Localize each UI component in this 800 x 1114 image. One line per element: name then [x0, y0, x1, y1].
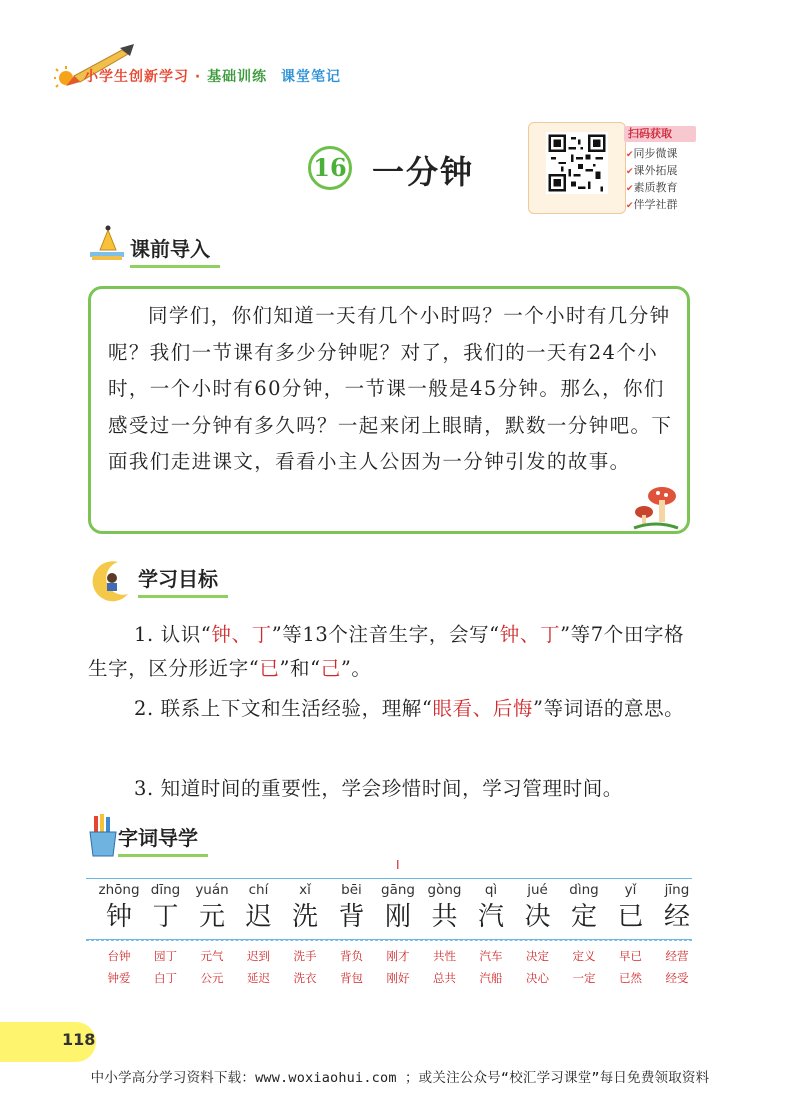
pinyin: yǐ: [624, 882, 637, 898]
pinyin: xǐ: [299, 882, 311, 898]
example-word: 经营: [665, 949, 689, 963]
example-word: 洗衣: [293, 971, 317, 985]
pinyin: zhōng: [98, 882, 140, 898]
example-word: 决定: [526, 949, 549, 963]
example-word: 汽船: [479, 971, 503, 985]
hanzi: 汽: [477, 902, 504, 932]
example-word: 钟爱: [107, 971, 131, 985]
example-word: 刚才: [386, 949, 410, 963]
goal-text: ”等7个田字格生字，区分形近字“: [88, 623, 685, 680]
example-word: 元气: [200, 949, 224, 963]
pinyin: dīng: [150, 882, 181, 898]
example-word: 白丁: [154, 971, 177, 985]
example-word: 刚好: [386, 971, 410, 985]
highlight-chars: 己: [320, 657, 341, 680]
qr-benefit-list: [626, 146, 678, 214]
hanzi: 迟: [245, 902, 272, 932]
pinyin: qì: [484, 882, 498, 898]
hanzi: 决: [524, 902, 551, 932]
example-word: 早已: [619, 949, 642, 963]
hanzi: 丁: [152, 902, 179, 932]
footer-note: 中小学高分学习资料下载：www.woxiaohui.com ；或关注公众号“校汇学习课堂”每日免费领取资料: [90, 1070, 710, 1086]
character-column: [515, 880, 561, 934]
goal-text: ”。: [340, 657, 372, 680]
example-word: 共性: [433, 949, 456, 963]
pinyin: dìng: [569, 882, 599, 898]
character-column: [422, 880, 468, 934]
example-word: 汽车: [479, 949, 503, 963]
pencil-cup-icon: [88, 814, 118, 858]
lesson-title: 一分钟: [372, 153, 475, 191]
hanzi: 元: [198, 902, 225, 932]
table-marker: Ⅰ: [396, 858, 400, 872]
example-word: 定义: [572, 949, 596, 963]
example-word: 背包: [340, 971, 363, 985]
hanzi: 共: [431, 902, 458, 932]
character-column: [329, 880, 375, 934]
example-word: 背负: [340, 949, 363, 963]
series-part1: 小学生创新学习: [84, 69, 189, 85]
highlight-chars: 钟、丁: [499, 623, 561, 646]
pinyin: chí: [248, 882, 269, 898]
hanzi: 已: [617, 902, 644, 932]
character-column: [236, 880, 282, 934]
goals-heading: 学习目标: [138, 563, 228, 598]
character-column: [654, 880, 700, 934]
example-word: 决心: [526, 971, 549, 985]
example-word: 洗手: [293, 949, 317, 963]
words-heading: 字词导学: [118, 822, 208, 857]
series-part3: 课堂笔记: [280, 69, 341, 85]
pinyin: bēi: [341, 882, 362, 898]
intro-paragraph: 同学们，你们知道一天有几个小时吗？一个小时有几分钟呢？我们一节课有多少分钟呢？对了，我们的一天有24个小时，一个小时有60分钟，一节课一般是45分钟。那么，你们感受过一分钟有多久吗？一起来闭上眼睛，默数一分钟吧。下面我们走进课文，看看小主人公因为一分钟引发的故事。: [108, 304, 673, 473]
qr-item: ✔ 伴学社群: [626, 197, 678, 214]
character-column: [608, 880, 654, 934]
character-column: [375, 880, 421, 934]
example-word: 台钟: [107, 949, 131, 963]
highlight-words: 眼看、后悔: [432, 697, 533, 720]
hanzi: 钟: [105, 902, 132, 932]
hanzi: 刚: [384, 902, 411, 932]
example-word: 总共: [433, 971, 456, 985]
bell-icon: [88, 222, 132, 262]
qr-code-icon[interactable]: [546, 132, 608, 194]
goal-item-3: 3. 知道时间的重要性，学会珍惜时间，学习管理时间。: [134, 777, 623, 800]
pinyin: jīng: [664, 882, 690, 898]
goal-text: ”和“: [279, 657, 321, 680]
highlight-chars: 钟、丁: [211, 623, 272, 646]
character-column: [143, 880, 189, 934]
goal-item-2: [88, 692, 698, 726]
qr-item: ✔ 课外拓展: [626, 163, 678, 180]
hanzi: 定: [570, 902, 597, 932]
example-word: 经受: [665, 971, 689, 985]
character-column: [561, 880, 607, 934]
goal-text: 1. 认识“: [134, 623, 212, 646]
character-column: [468, 880, 514, 934]
example-word: 延迟: [247, 971, 270, 985]
hanzi: 经: [663, 902, 690, 932]
qr-scan-label: 扫码获取: [624, 126, 696, 142]
example-word: 公元: [200, 971, 224, 985]
series-separator: ·: [194, 69, 202, 85]
highlight-chars: 已: [259, 657, 280, 680]
character-column: [96, 880, 142, 934]
pinyin: jué: [527, 882, 548, 898]
page-number: 118: [62, 1030, 96, 1049]
series-part2: 基础训练: [207, 69, 268, 85]
mushroom-icon: [632, 484, 680, 530]
hanzi: 背: [338, 902, 365, 932]
goal-item-1: [88, 618, 698, 686]
qr-item: ✔ 素质教育: [626, 180, 678, 197]
goal-text: ”等13个注音生字，会写“: [271, 623, 500, 646]
goal-text: ”等词语的意思。: [533, 697, 685, 720]
qr-item: ✔ 同步微课: [626, 146, 678, 163]
moon-reader-icon: [88, 558, 132, 602]
example-word: 园丁: [154, 949, 177, 963]
example-word: 迟到: [247, 949, 270, 963]
pinyin: yuán: [195, 882, 229, 898]
character-column: [282, 880, 328, 934]
character-column: [189, 880, 235, 934]
intro-heading: 课前导入: [130, 233, 220, 268]
pinyin: gāng: [381, 882, 415, 898]
example-word: 一定: [572, 971, 596, 985]
hanzi: 洗: [291, 902, 318, 932]
goal-text: 2. 联系上下文和生活经验，理解“: [134, 697, 433, 720]
series-title: [84, 66, 341, 86]
pinyin: gòng: [427, 882, 462, 898]
words-divider: [86, 940, 692, 941]
example-word: 已然: [619, 971, 642, 985]
lesson-number: 16: [308, 146, 352, 190]
